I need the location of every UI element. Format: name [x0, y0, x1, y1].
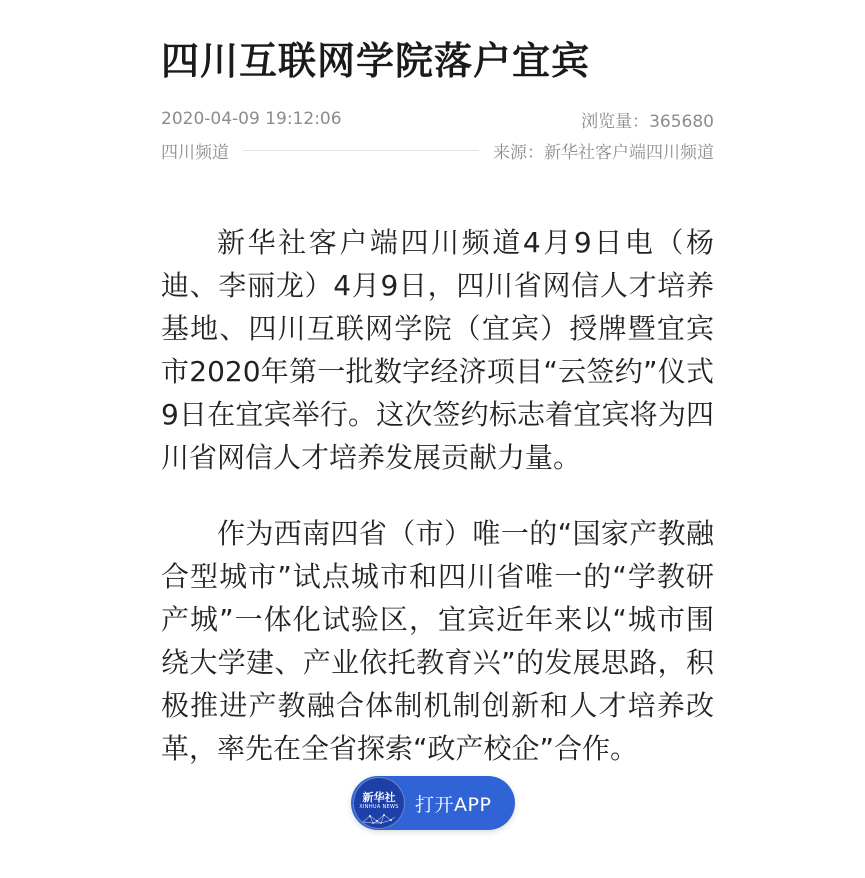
publish-datetime: 2020-04-09 19:12:06: [161, 109, 342, 129]
view-count: 浏览量：365680: [581, 111, 714, 132]
article-paragraph: 新华社客户端四川频道4月9日电（杨迪、李丽龙）4月9日，四川省网信人才培养基地、四川互联网学院（宜宾）授牌暨宜宾市2020年第一批数字经济项目“云签约”仪式9日在宜宾举行。这次签约标志着宜宾将为四川省网信人才培养发展贡献力量。: [161, 226, 714, 474]
source-label: 来源：新华社客户端四川频道: [493, 142, 714, 163]
meta-divider: [243, 150, 479, 151]
article-title: 四川互联网学院落户宜宾: [161, 39, 591, 83]
article-paragraph: 作为西南四省（市）唯一的“国家产教融合型城市”试点城市和四川省唯一的“学教研产城”一体化试验区，宜宾近年来以“城市围绕大学建、产业依托教育兴”的发展思路，积极推进产教融合体制机制创新和人才培养改革，率先在全省探索“政产校企”合作。: [161, 517, 714, 765]
meta-row-datetime: [161, 106, 714, 132]
article-content: [161, 221, 714, 770]
channel-link[interactable]: 四川频道: [161, 142, 229, 163]
open-app-label: 打开APP: [415, 793, 492, 816]
meta-row-source: [161, 137, 714, 163]
article: [161, 0, 714, 803]
network-pattern-icon: [362, 812, 396, 824]
open-app-button[interactable]: [351, 776, 515, 830]
xinhua-logo-icon: 新华社 XINHUA NEWS: [353, 777, 405, 829]
